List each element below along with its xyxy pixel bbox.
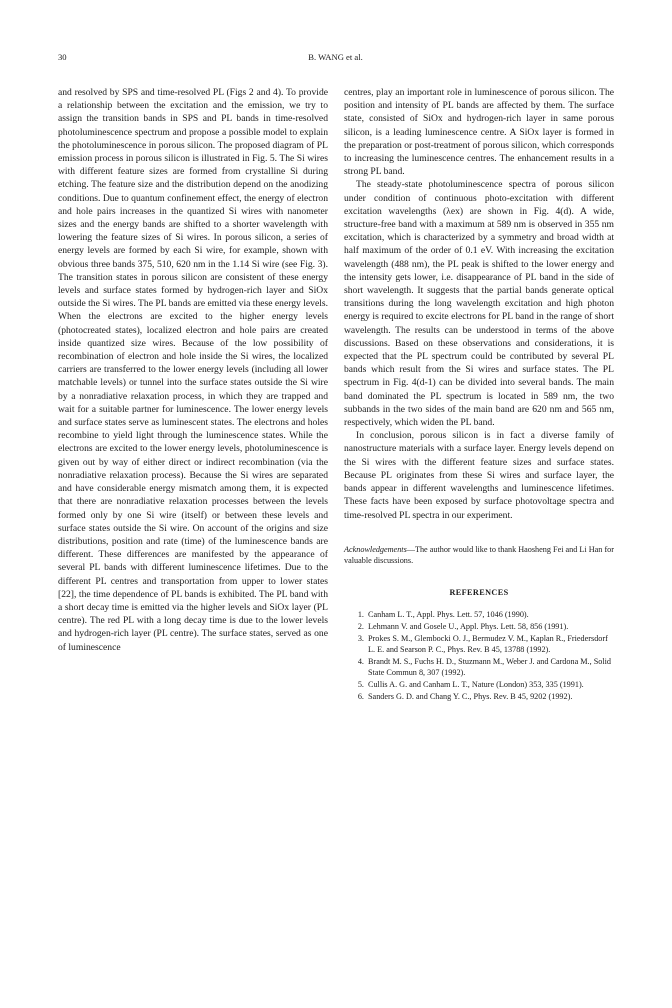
left-column bbox=[58, 86, 328, 654]
right-column bbox=[344, 86, 614, 703]
acknowledgements-heading: Acknowledgements bbox=[344, 544, 407, 554]
page-header bbox=[58, 52, 613, 66]
reference-item: 5. Cullis A. G. and Canham L. T., Nature (London) 353, 335 (1991). bbox=[366, 679, 614, 690]
reference-item: 6. Sanders G. D. and Chang Y. C., Phys. Rev. B 45, 9202 (1992). bbox=[366, 691, 614, 702]
running-title: B. WANG et al. bbox=[308, 52, 363, 62]
reference-item: 1. Canham L. T., Appl. Phys. Lett. 57, 1046 (1990). bbox=[366, 609, 614, 620]
acknowledgements bbox=[344, 544, 614, 566]
acknowledgements-text: —The author would like to thank Haosheng Fei and Li Han for valuable discussions. bbox=[344, 544, 614, 565]
body-paragraph: In conclusion, porous silicon is in fact a diverse family of nanostructure materials with a surface layer. Energy levels depend on the Si wires with the different feature sizes and surface states. Because PL originates from these Si wires and surface layer, the bands appear in different wavelengths and luminescence lifetimes. These facts have been exposed by surface photovoltage spectra and time-resolved PL spectra in our experiment. bbox=[344, 430, 614, 521]
references-heading: REFERENCES bbox=[449, 587, 509, 597]
reference-item: 3. Prokes S. M., Glembocki O. J., Bermudez V. M., Kaplan R., Friedersdorf L. E. and Searson P. C., Phys. Rev. B 45, 13788 (1992). bbox=[366, 633, 614, 655]
page-number: 30 bbox=[58, 52, 67, 62]
body-paragraph: and resolved by SPS and time-resolved PL (Figs 2 and 4). To provide a relationship between the excitation and the emission, we try to assign the transition bands in SPS and PL bands in time-resolved photoluminescence spectrum and propose a possible model to explain the photoluminescence in porous silicon. The proposed diagram of PL emission process in porous silicon is illustrated in Fig. 5. The Si wires with different feature sizes are formed from crystalline Si during etching. The feature size and the distribution depend on the anodizing conditions. Due to quantum confinement effect, the energy of electron and hole pairs increases in the quantized Si wires with nanometer sizes and the energy bands are shifted to a shorter wavelength with lowering the feature sizes of Si wires. In porous silicon, a series of energy levels are formed by each Si wire, for example, shown with obvious three bands 375, 510, 620 nm in the 1.14 Si wire (see Fig. 3). The transition states in porous silicon are consistent of these energy levels and surface states formed by hydrogen-rich layer and SiOx outside the Si wires. The PL bands are emitted via these energy levels. When the electrons are excited to the higher energy levels (photocreated states), localized electron and hole pairs are created inside quantized size wires. Because of the low possibility of recombination of electron and hole inside the Si wires, the localized carriers are transferred to the lower energy levels (including all lower matchable levels) or tunnel into the surface states outside the Si wire by a nonradiative relaxation process, in which they are trapped and wait for a suitable partner for luminescence. The lower energy levels and surface states serve as luminescent states. The electrons and holes recombine to yield light through the luminescence states. While the electrons are excited to the lower energy levels, photoluminescence is given out by way of either direct or indirect recombination (via the nonradiative relaxation process). Because the Si wires are separated and have considerable energy mismatch among them, it is expected that there are nonradiative relaxation processes between the levels formed only by one Si wire (itself) or between these levels and surface states outside the Si wire. On account of the origins and size distributions, position and rate (time) of the luminescence bands are different. These differences are manifested by the appearance of several PL bands with different luminescence lifetimes. Due to the different PL centres and transportation from upper to lower states [22], the time dependence of PL bands is exhibited. The PL band with a short decay time is emitted via the higher levels and SiOx layer (PL centre). The red PL with a long decay time is due to the lower levels and hydrogen-rich layer (PL centre). The surface states, served as one of luminescence bbox=[58, 87, 328, 653]
body-paragraph: centres, play an important role in luminescence of porous silicon. The position and intensity of PL bands are affected by them. The surface state, consisted of SiOx and hydrogen-rich layer in same porous silicon, is a leading luminescence centre. A SiOx layer is formed in the preparation or post-treatment of porous silicon, which corresponds to increasing the luminescence centres. The enhancement results in a strong PL band. bbox=[344, 87, 614, 178]
reference-item: 4. Brandt M. S., Fuchs H. D., Stuzmann M., Weber J. and Cardona M., Solid State Commun 8, 307 (1992). bbox=[366, 656, 614, 678]
reference-item: 2. Lehmann V. and Gosele U., Appl. Phys. Lett. 58, 856 (1991). bbox=[366, 621, 614, 632]
body-paragraph: The steady-state photoluminescence spectra of porous silicon under condition of continuous photo-excitation with different excitation wavelengths (λex) are shown in Fig. 4(d). A wide, structure-free band with a maximum at 589 nm is observed in 355 nm excitation, which is characterized by a symmetry and broad width at half maximum of the order of 0.1 eV. With increasing the excitation wavelength (488 nm), the PL peak is shifted to the lower energy and the intensity gets lower, i.e. disappearance of PL band in the side of short wavelength. It suggests that the partial bands generate optical transitions during the long wavelength excitation and high photon energy is required to excite electrons for PL band in the range of short wavelength. The results can be understood in terms of the above discussions. Based on these observations and considerations, it is expected that the PL spectrum could be contributed by several PL bands which result from the Si wires and surface states. The PL spectrum in Fig. 4(d-1) can be divided into several bands. The main band dominated the PL spectrum is located in 589 nm, the two subbands in the two sides of the main band are 620 nm and 565 nm, respectively, which widen the PL band. bbox=[344, 179, 614, 429]
reference-list bbox=[344, 609, 614, 702]
